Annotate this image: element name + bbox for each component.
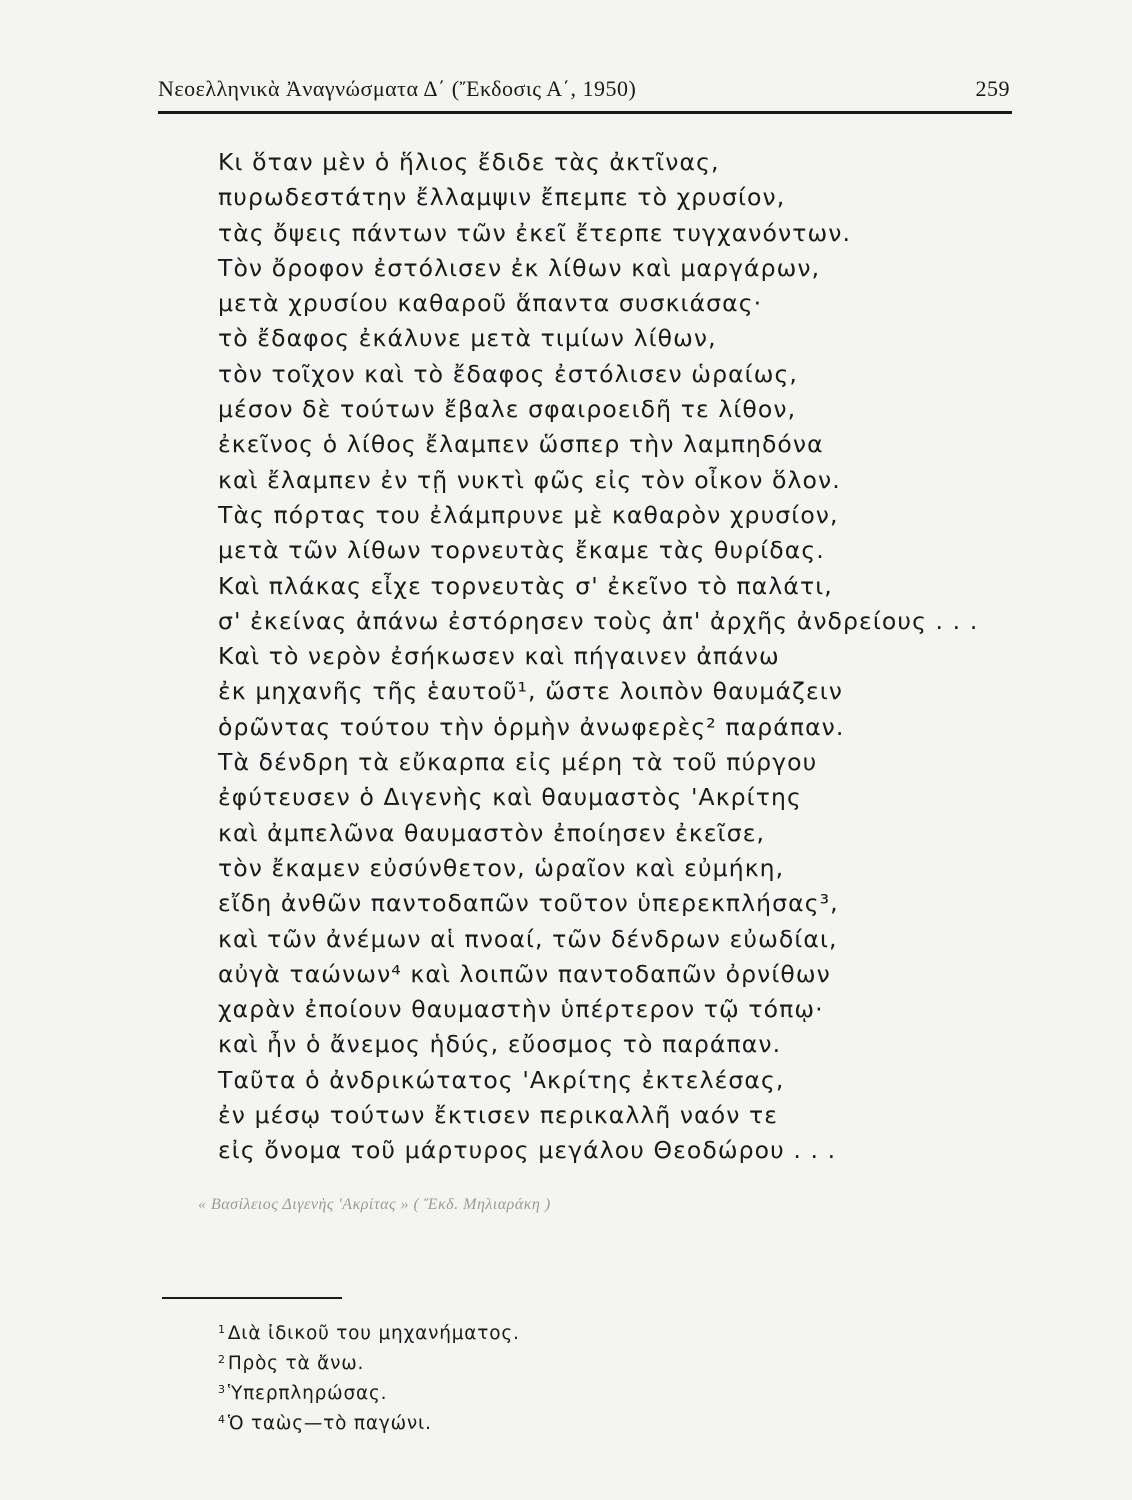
- footnote-rule: [162, 1297, 342, 1299]
- poem-line: τὸν τοῖχον καὶ τὸ ἔδαφος ἐστόλισεν ὡραίως,: [218, 359, 798, 388]
- poem-line: καὶ ἔλαμπεν ἐν τῇ νυκτὶ φῶς εἰς τὸν οἶκον ὅλον.: [218, 465, 841, 494]
- poem-line: ἐκεῖνος ὁ λίθος ἔλαμπεν ὥσπερ τὴν λαμπηδόνα: [218, 430, 824, 459]
- poem-line: ἐφύτευσεν ὁ Διγενὴς καὶ θαυμαστὸς 'Ακρίτης: [218, 783, 802, 812]
- footnote-text: Ὁ ταὼς—τὸ παγώνι.: [227, 1413, 432, 1434]
- poem-line: Καὶ πλάκας εἶχε τορνευτὰς σ' ἐκεῖνο τὸ παλάτι,: [218, 571, 833, 600]
- poem-line: Ταῦτα ὁ ἀνδρικώτατος 'Ακρίτης ἐκτελέσας,: [218, 1065, 785, 1094]
- poem-line: Τὰς πόρτας του ἐλάμπρυνε μὲ καθαρὸν χρυσίον,: [218, 500, 839, 529]
- footnote-text: Πρὸς τὰ ἄνω.: [227, 1353, 365, 1374]
- header-rule: [158, 111, 1012, 114]
- footnote-mark: 3: [218, 1383, 226, 1396]
- poem-line: καὶ τῶν ἀνέμων αἱ πνοαί, τῶν δένδρων εὐωδίαι,: [218, 924, 838, 953]
- poem-line: εἴδη ἀνθῶν παντοδαπῶν τοῦτον ὑπερεκπλήσας³,: [218, 889, 839, 918]
- poem-line: καὶ ἦν ὁ ἄνεμος ἡδύς, εὔοσμος τὸ παράπαν.: [218, 1030, 782, 1059]
- poem-line: καὶ ἀμπελῶνα θαυμαστὸν ἐποίησεν ἐκεῖσε,: [218, 818, 766, 847]
- poem-line: Κι ὅταν μὲν ὁ ἥλιος ἔδιδε τὰς ἀκτῖνας,: [218, 148, 720, 176]
- poem-line: τὰς ὄψεις πάντων τῶν ἐκεῖ ἔτερπε τυγχανόντων.: [218, 218, 852, 247]
- source-attribution: « Βασίλειος Διγενὴς 'Ακρίτας » ( Ἔκδ. Μηλιαράκη ): [198, 1196, 551, 1213]
- poem-line: εἰς ὄνομα τοῦ μάρτυρος μεγάλου Θεοδώρου . . .: [218, 1136, 837, 1165]
- footnotes: [218, 1315, 520, 1435]
- footnote-text: Διὰ ἰδικοῦ του μηχανήματος.: [227, 1323, 520, 1344]
- poem-line: Τὸν ὄροφον ἐστόλισεν ἐκ λίθων καὶ μαργάρων,: [218, 253, 821, 282]
- footnote: [218, 1345, 520, 1375]
- footnote-mark: 1: [218, 1323, 226, 1336]
- poem-line: σ' ἐκείνας ἀπάνω ἐστόρησεν τοὺς ἀπ' ἀρχῆς ἀνδρείους . . .: [218, 606, 979, 635]
- running-title: Νεοελληνικὰ Ἀναγνώσματα Δ΄ (Ἔκδοσις Α΄, 1950): [158, 76, 637, 101]
- footnote-mark: 2: [218, 1353, 226, 1366]
- poem-line: ὁρῶντας τούτου τὴν ὁρμὴν ἀνωφερὲς² παράπαν.: [218, 712, 845, 741]
- footnote: [218, 1405, 520, 1435]
- poem-line: ἐν μέσῳ τούτων ἔκτισεν περικαλλῆ ναόν τε: [218, 1101, 779, 1130]
- footnote: [218, 1375, 520, 1405]
- poem-line: Καὶ τὸ νερὸν ἐσήκωσεν καὶ πήγαινεν ἀπάνω: [218, 642, 780, 671]
- poem-line: μετὰ χρυσίου καθαροῦ ἅπαντα συσκιάσας·: [218, 289, 763, 318]
- footnote-mark: 4: [218, 1413, 226, 1426]
- poem-line: χαρὰν ἐποίουν θαυμαστὴν ὑπέρτερον τῷ τόπῳ·: [218, 995, 824, 1024]
- poem-line: ἐκ μηχανῆς τῆς ἑαυτοῦ¹, ὥστε λοιπὸν θαυμάζειν: [218, 677, 844, 706]
- poem-line: Τὰ δένδρη τὰ εὔκαρπα εἰς μέρη τὰ τοῦ πύργου: [218, 748, 818, 777]
- poem-line: πυρωδεστάτην ἔλλαμψιν ἔπεμπε τὸ χρυσίον,: [218, 183, 786, 212]
- poem-line: τὸ ἔδαφος ἐκάλυνε μετὰ τιμίων λίθων,: [218, 324, 717, 353]
- footnote-text: Ὑπερπληρώσας.: [227, 1383, 388, 1404]
- page-number: 259: [975, 76, 1010, 101]
- poem-line: μετὰ τῶν λίθων τορνευτὰς ἔκαμε τὰς θυρίδας.: [218, 536, 825, 565]
- poem-line: αὐγὰ ταώνων⁴ καὶ λοιπῶν παντοδαπῶν ὀρνίθων: [218, 959, 831, 988]
- poem-line: μέσον δὲ τούτων ἔβαλε σφαιροειδῆ τε λίθον,: [218, 395, 797, 424]
- poem-text: [218, 145, 1038, 1169]
- poem-line: τὸν ἔκαμεν εὐσύνθετον, ὡραῖον καὶ εὐμήκη,: [218, 853, 785, 882]
- footnote: [218, 1315, 520, 1345]
